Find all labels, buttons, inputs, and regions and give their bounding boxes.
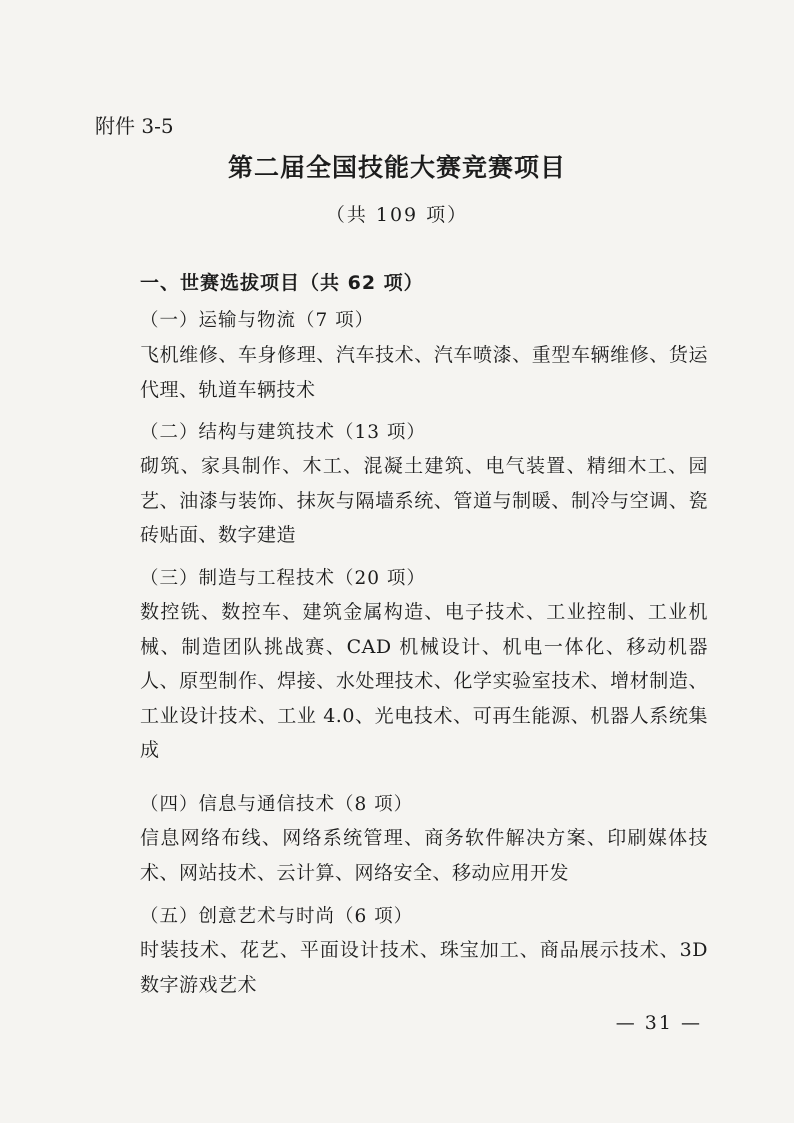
category-items-creative: 时装技术、花艺、平面设计技术、珠宝加工、商品展示技术、3D 数字游戏艺术 (140, 939, 708, 996)
category-heading-construction: （二）结构与建筑技术（13 项） (140, 422, 426, 443)
attachment-label: 附件 3-5 (95, 114, 174, 138)
page-title: 第二届全国技能大赛竞赛项目 (227, 153, 566, 182)
category-heading-ict: （四）信息与通信技术（8 项） (140, 794, 414, 815)
category-items-ict: 信息网络布线、网络系统管理、商务软件解决方案、印刷媒体技术、网站技术、云计算、网络安全、移动应用开发 (140, 827, 708, 884)
category-items-construction: 砌筑、家具制作、木工、混凝土建筑、电气装置、精细木工、园艺、油漆与装饰、抹灰与隔墙系统、管道与制暖、制冷与空调、瓷砖贴面、数字建造 (140, 455, 708, 546)
category-items-manufacturing: 数控铣、数控车、建筑金属构造、电子技术、工业控制、工业机械、制造团队挑战赛、CAD 机械设计、机电一体化、移动机器人、原型制作、焊接、水处理技术、化学实验室技术、增材制造、工业设计技术、工业 4.0、光电技术、可再生能源、机器人系统集成 (140, 601, 708, 761)
page-number: — 31 — (615, 1012, 702, 1034)
category-items-transport: 飞机维修、车身修理、汽车技术、汽车喷漆、重型车辆维修、货运代理、轨道车辆技术 (140, 344, 708, 401)
category-heading-creative: （五）创意艺术与时尚（6 项） (140, 906, 414, 927)
category-heading-manufacturing: （三）制造与工程技术（20 项） (140, 568, 426, 589)
category-heading-transport: （一）运输与物流（7 项） (140, 310, 375, 331)
section-heading: 一、世赛选拔项目（共 62 项） (140, 272, 424, 294)
page-subtitle: （共 109 项） (325, 204, 469, 226)
